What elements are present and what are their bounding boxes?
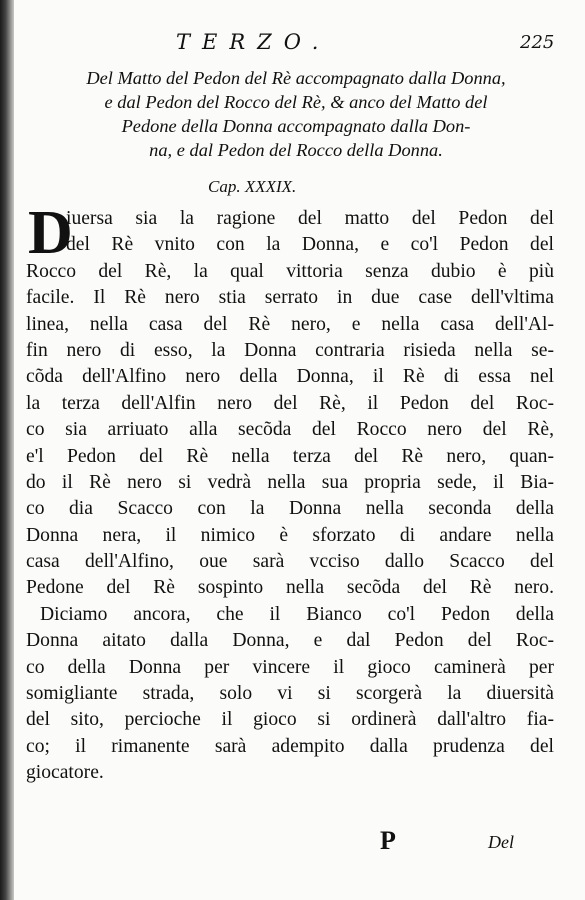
text-line: fin nero di esso, la Donna contraria risieda nella se-: [26, 339, 554, 361]
running-head: [0, 30, 585, 56]
text-line: Rocco del Rè, la qual vittoria senza dubio è più: [26, 260, 554, 282]
text-line: co dia Scacco con la Donna nella seconda della: [26, 498, 554, 520]
text-line: somigliante strada, solo vi si scorgerà la diuersità: [26, 683, 554, 705]
text-line: co sia arriuato alla secõda del Rocco nero del Rè,: [26, 419, 554, 441]
catchword: Del: [488, 832, 514, 852]
text-line: giocatore.: [26, 762, 104, 784]
body-text: [26, 199, 554, 787]
text-line: del sito, percioche il gioco si ordinerà dall'altro fia-: [26, 709, 554, 731]
text-line: del Rè vnito con la Donna, e co'l Pedon del: [66, 234, 554, 256]
running-head-title: TERZO.: [176, 30, 331, 54]
text-line: iuersa sia la ragione del matto del Pedon del: [66, 208, 554, 229]
chapter-heading-line: Pedone della Donna accompagnato dalla Don-: [121, 116, 471, 136]
page-number: 225: [520, 32, 555, 53]
text-line: e'l Pedon del Rè nella terza del Rè nero, quan-: [26, 445, 554, 467]
page-gutter-shadow: [0, 0, 14, 900]
text-line: facile. Il Rè nero stia serrato in due case dell'vltima: [26, 287, 554, 309]
text-line: Donna nera, il nimico è sforzato di andare nella: [26, 524, 554, 546]
drop-cap-initial: D: [28, 199, 73, 267]
text-line: Pedone del Rè sospinto nella secõda del Rè nero.: [26, 577, 554, 599]
signature-mark: P: [380, 826, 396, 855]
chapter-heading-line: e dal Pedon del Rocco del Rè, & anco del Matto del: [104, 92, 488, 112]
text-line: Donna aitato dalla Donna, e dal Pedon del Roc-: [26, 630, 554, 652]
text-line: cõda dell'Alfino nero della Donna, il Rè di essa nel: [26, 366, 554, 388]
text-line: la terza dell'Alfin nero del Rè, il Pedon del Roc-: [26, 392, 554, 414]
text-line: linea, nella casa del Rè nero, e nella casa dell'Al-: [26, 313, 554, 335]
text-line: Diciamo ancora, che il Bianco co'l Pedon della: [40, 603, 554, 625]
text-line: do il Rè nero si vedrà nella sua propria sede, il Bia-: [26, 471, 554, 493]
text-line: co della Donna per vincere il gioco caminerà per: [26, 656, 554, 678]
chapter-heading-line: Del Matto del Pedon del Rè accompagnato dalla Donna,: [86, 68, 506, 88]
chapter-number: Cap. XXXIX.: [208, 177, 297, 196]
chapter-heading: [22, 66, 570, 162]
text-line: co; il rimanente sarà adempito dalla prudenza del: [26, 735, 554, 757]
chapter-heading-line: na, e dal Pedon del Rocco della Donna.: [149, 140, 443, 160]
text-line: casa dell'Alfino, oue sarà vcciso dallo Scacco del: [26, 551, 554, 573]
